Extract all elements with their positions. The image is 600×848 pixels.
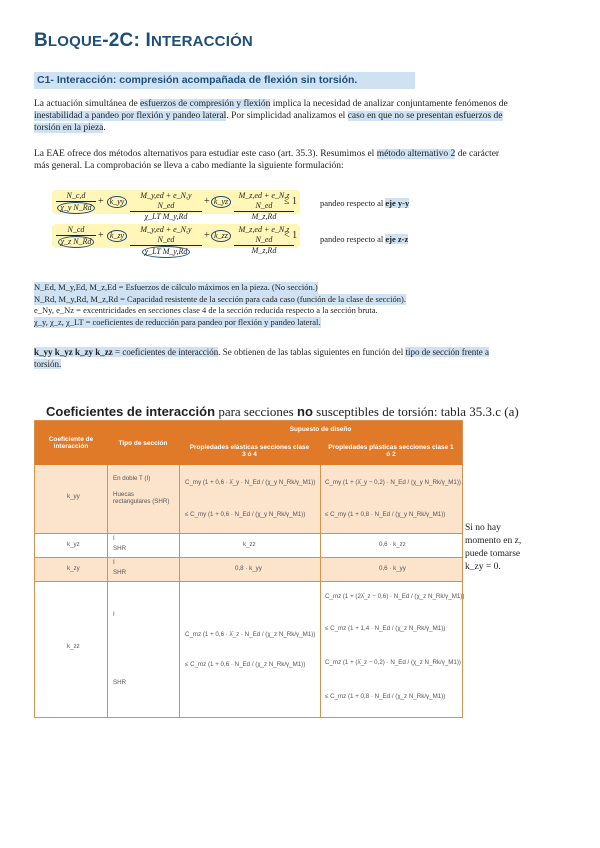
row-kyy-type-i: En doble T (I)	[113, 475, 151, 482]
row-kyy-coef: k_yy	[67, 493, 80, 500]
header-coef: Coeficiente de interacción	[35, 421, 107, 465]
method-paragraph: La EAE ofrece dos métodos alternativos para estudiar este caso (art. 35.3). Resumimos el método alternativo 2 de carácter más general. La comprobación se lleva a cabo mediante la siguiente formulación:	[34, 149, 500, 171]
interaction-table	[34, 420, 463, 718]
row-kzz-plastic-2: ≤ C_mz (1 + 1,4 · N_Ed / (χ_z N_Rk/γ_M1))	[325, 625, 446, 632]
row-kzy-type-i: I	[113, 559, 115, 566]
row-kzz-plastic-3: C_mz (1 + (λ̄_z − 0,2) · N_Ed / (χ_z N_Rk/γ_M1))	[325, 659, 461, 666]
formula-y: N_c,d χ_y N_Rd + k_yy M_y,ed + e_N,y N_ed χ_LT M_y,Rd + k_yz M_z,ed + e_N,z N_ed M_z,Rd ≤ 1	[52, 190, 300, 214]
header-plastic: Propiedades plásticas secciones clase 1 ó 2	[320, 437, 462, 465]
row-kyz-coef: k_yz	[67, 541, 80, 548]
row-kzz-elastic-1: C_mz (1 + 0,6 · λ̄_z · N_Ed / (χ_z N_Rk/γ_M1))	[185, 631, 316, 638]
interaction-paragraph: k_yy k_yz k_zy k_zz = coeficientes de interacción. Se obtienen de las tablas siguientes en función del tipo de sección frente a torsión.	[34, 347, 489, 369]
row-kyz-plastic: 0,6 · k_zz	[379, 541, 406, 548]
row-kzz-coef: k_zz	[67, 643, 80, 650]
row-kyz-type-i: I	[113, 535, 115, 542]
formula-z-label: pandeo respecto al eje z-z	[320, 234, 409, 244]
row-kzy-elastic: 0,8 · k_yy	[235, 565, 262, 572]
row-kyy-plastic-1: C_my (1 + (λ̄_y − 0,2) · N_Ed / (χ_y N_Rk/γ_M1))	[325, 479, 461, 486]
formula-y-label: pandeo respecto al eje y-y	[320, 198, 410, 208]
row-kzz-type-shr: SHR	[113, 679, 127, 686]
row-kyz-type-shr: SHR	[113, 545, 127, 552]
definitions	[34, 282, 514, 328]
row-kyy-type-shr: Huecas rectangulares (SHR)	[113, 491, 170, 505]
def-reduction: χ_y, χ_z, χ_LT = coeficientes de reducción para pandeo por flexión y pandeo lateral.	[34, 316, 321, 327]
row-kzy-coef: k_zy	[67, 565, 80, 572]
row-kzz-type-i: I	[113, 611, 115, 618]
row-kzz-plastic-1: C_mz (1 + (2λ̄_z − 0,6) · N_Ed / (χ_z N_Rk/γ_M1))	[325, 593, 465, 600]
row-kyy-elastic-1: C_my (1 + 0,6 · λ̄_y · N_Ed / (χ_y N_Rk/γ_M1))	[185, 479, 316, 486]
table-caption: Coeficientes de interacción para secciones no susceptibles de torsión: tabla 35.3.c (a)	[46, 404, 519, 419]
row-kzy-plastic: 0,6 · k_yy	[379, 565, 406, 572]
page-title: BLOQUE-2C: INTERACCIÓN	[34, 30, 253, 51]
def-eccentricity: e_Ny, e_Nz = excentricidades en secciones clase 4 de la sección reducida respecto a la sección bruta.	[34, 305, 378, 315]
section-subtitle: C1- Interacción: compresión acompañada de flexión sin torsión.	[34, 72, 415, 89]
row-kyy-elastic-2: ≤ C_my (1 + 0,6 · N_Ed / (χ_y N_Rk/γ_M1))	[185, 511, 306, 518]
row-kzy-type-shr: SHR	[113, 569, 127, 576]
row-kyy-plastic-2: ≤ C_my (1 + 0,8 · N_Ed / (χ_y N_Rk/γ_M1))	[325, 511, 446, 518]
row-kzz-elastic-2: ≤ C_mz (1 + 0,6 · N_Ed / (χ_z N_Rk/γ_M1))	[185, 661, 306, 668]
def-loads: N_Ed, M_y,Ed, M_z,Ed = Esfuerzos de cálculo máximos en la pieza. (No sección.)	[34, 282, 318, 292]
row-kzz-plastic-4: ≤ C_mz (1 + 0,8 · N_Ed / (χ_z N_Rk/γ_M1))	[325, 693, 446, 700]
header-elastic: Propiedades elásticas secciones clase 3 ó 4	[179, 437, 320, 465]
formula-z: N_cd χ_z N_Rd + k_zy M_y,ed + e_N,y N_ed χ_LT M_y,Rd + k_zz M_z,ed + e_N,z N_ed M_z,Rd < 1	[52, 224, 300, 248]
side-note: Si no hay momento en z, puede tomarse k_zy = 0.	[465, 523, 522, 572]
intro-paragraph: La actuación simultánea de esfuerzos de compresión y flexión implica la necesidad de analizar conjuntamente fenómenos de inestabilidad a pandeo por flexión y pandeo lateral. Por simplicidad analizamos el caso en que no se presentan esfuerzos de torsión en la pieza.	[34, 99, 508, 133]
row-kyz-elastic: k_zz	[243, 541, 256, 548]
def-resistance: N_Rd, M_y,Rd, M_z,Rd = Capacidad resistente de la sección para cada caso (función de la clase de sección).	[34, 293, 406, 304]
row-kyy-band	[35, 465, 462, 533]
header-tipo: Tipo de sección	[107, 421, 179, 465]
header-supuesto: Supuesto de diseño	[179, 421, 462, 437]
